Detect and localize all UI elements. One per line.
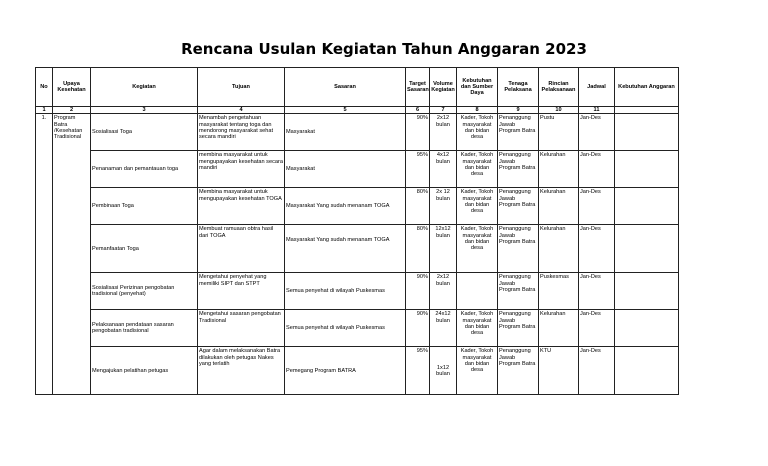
kebutuhan-cell: Kader, Tokoh masyarakat dan bidan desa bbox=[457, 347, 498, 395]
column-number: 8 bbox=[457, 107, 498, 114]
kebutuhan-cell: Kader, Tokoh masyarakat dan bidan desa bbox=[457, 114, 498, 151]
tujuan-cell: Menambah pengetahuan masyarakat tentang toga dan mendorong masyarakat sehat secara mandiri bbox=[198, 114, 285, 151]
kegiatan-cell: Pelaksanaan pendataan sasaran pengobatan tradisional bbox=[91, 310, 198, 347]
volume-cell: 4x12 bulan bbox=[430, 151, 457, 188]
header-volume: Volume Kegiatan bbox=[430, 68, 457, 107]
jadwal-cell: Jan-Des bbox=[579, 151, 615, 188]
tujuan-cell: Agar dalam melaksanakan Batra dilakukan oleh petugas Nakes yang terlatih bbox=[198, 347, 285, 395]
kebutuhan-cell: Kader, Tokoh masyarakat dan bidan desa bbox=[457, 310, 498, 347]
column-number: 5 bbox=[285, 107, 406, 114]
tenaga-cell: Penanggung Jawab Program Batra bbox=[498, 225, 539, 273]
jadwal-cell: Jan-Des bbox=[579, 347, 615, 395]
column-number: 7 bbox=[430, 107, 457, 114]
tenaga-cell: Penanggung Jawab Program Batra bbox=[498, 273, 539, 310]
volume-cell: 24x12 bulan bbox=[430, 310, 457, 347]
tenaga-cell: Penanggung Jawab Program Batra bbox=[498, 310, 539, 347]
target-cell: 90% bbox=[406, 273, 430, 310]
kegiatan-cell: Pemanfaatan Toga bbox=[91, 225, 198, 273]
tujuan-cell: membina masyarakat untuk mengupayakan kesehatan secara mandiri bbox=[198, 151, 285, 188]
jadwal-cell: Jan-Des bbox=[579, 310, 615, 347]
column-number: 10 bbox=[539, 107, 579, 114]
volume-cell: 2x12 bulan bbox=[430, 273, 457, 310]
document-title: Rencana Usulan Kegiatan Tahun Anggaran 2023 bbox=[181, 40, 587, 58]
table-row bbox=[36, 310, 679, 347]
target-cell: 95% bbox=[406, 347, 430, 395]
kegiatan-cell: Sosialisasi Perizinan pengobatan tradisional (penyehat) bbox=[91, 273, 198, 310]
tenaga-cell: Penanggung Jawab Program Batra bbox=[498, 347, 539, 395]
target-cell: 90% bbox=[406, 114, 430, 151]
column-number: 9 bbox=[498, 107, 539, 114]
upaya-kesehatan: Program Batra /Kesehatan Tradisional bbox=[53, 114, 91, 395]
kebutuhan-cell bbox=[457, 273, 498, 310]
rincian-cell: Kelurahan bbox=[539, 151, 579, 188]
column-number-empty bbox=[615, 107, 679, 114]
tujuan-cell: Mengetahui sasaran pengobatan Tradisional bbox=[198, 310, 285, 347]
kegiatan-cell: Pembinaan Toga bbox=[91, 188, 198, 225]
rincian-cell: Kelurahan bbox=[539, 188, 579, 225]
tenaga-cell: Penanggung Jawab Program Batra bbox=[498, 188, 539, 225]
target-cell: 80% bbox=[406, 225, 430, 273]
row-number: 1. bbox=[36, 114, 53, 395]
table-row bbox=[36, 347, 679, 395]
kebutuhan-cell: Kader, Tokoh masyarakat dan bidan desa bbox=[457, 225, 498, 273]
column-number: 1 bbox=[36, 107, 53, 114]
rincian-cell: Puskesmas bbox=[539, 273, 579, 310]
table-row bbox=[36, 273, 679, 310]
anggaran-cell bbox=[615, 225, 679, 273]
anggaran-cell bbox=[615, 347, 679, 395]
anggaran-cell bbox=[615, 310, 679, 347]
rincian-cell: KTU bbox=[539, 347, 579, 395]
volume-cell: 12x12 bulan bbox=[430, 225, 457, 273]
anggaran-cell bbox=[615, 114, 679, 151]
anggaran-cell bbox=[615, 188, 679, 225]
column-number: 3 bbox=[91, 107, 198, 114]
anggaran-cell bbox=[615, 273, 679, 310]
header-no: No bbox=[36, 68, 53, 107]
header-tujuan: Tujuan bbox=[198, 68, 285, 107]
rincian-cell: Kelurahan bbox=[539, 225, 579, 273]
tenaga-cell: Penanggung Jawab Program Batra bbox=[498, 114, 539, 151]
activity-plan-table bbox=[35, 67, 679, 395]
sasaran-cell: Masyarakat bbox=[285, 114, 406, 151]
table-row bbox=[36, 114, 679, 151]
column-number: 4 bbox=[198, 107, 285, 114]
volume-cell: 2x 12 bulan bbox=[430, 188, 457, 225]
header-row bbox=[36, 68, 679, 107]
kebutuhan-cell: Kader, Tokoh masyarakat dan bidan desa bbox=[457, 188, 498, 225]
header-jadwal: Jadwal bbox=[579, 68, 615, 107]
header-upaya: Upaya Kesehatan bbox=[53, 68, 91, 107]
kegiatan-cell: Sosialisasi Toga bbox=[91, 114, 198, 151]
column-number: 11 bbox=[579, 107, 615, 114]
sasaran-cell: Masyarakat Yang sudah menanam TOGA bbox=[285, 188, 406, 225]
rincian-cell: Kelurahan bbox=[539, 310, 579, 347]
sasaran-cell: Pemegang Program BATRA bbox=[285, 347, 406, 395]
target-cell: 90% bbox=[406, 310, 430, 347]
jadwal-cell: Jan-Des bbox=[579, 114, 615, 151]
rincian-cell: Pustu bbox=[539, 114, 579, 151]
target-cell: 95% bbox=[406, 151, 430, 188]
column-number: 2 bbox=[53, 107, 91, 114]
volume-cell: 1x12 bulan bbox=[430, 347, 457, 395]
tenaga-cell: Penanggung Jawab Program Batra bbox=[498, 151, 539, 188]
sasaran-cell: Masyarakat Yang sudah menanam TOGA bbox=[285, 225, 406, 273]
column-number-row bbox=[36, 107, 679, 114]
sasaran-cell: Semua penyehat di wilayah Puskesmas bbox=[285, 273, 406, 310]
table-row bbox=[36, 225, 679, 273]
header-tenaga: Tenaga Pelaksana bbox=[498, 68, 539, 107]
table-row bbox=[36, 188, 679, 225]
kebutuhan-cell: Kader, Tokoh masyarakat dan bidan desa bbox=[457, 151, 498, 188]
anggaran-cell bbox=[615, 151, 679, 188]
sasaran-cell: Masyarakat bbox=[285, 151, 406, 188]
header-target: Target Sasaran bbox=[406, 68, 430, 107]
header-sasaran: Sasaran bbox=[285, 68, 406, 107]
volume-cell: 2x12 bulan bbox=[430, 114, 457, 151]
table-row bbox=[36, 151, 679, 188]
kegiatan-cell: Penanaman dan pemantauan toga bbox=[91, 151, 198, 188]
target-cell: 80% bbox=[406, 188, 430, 225]
header-kegiatan: Kegiatan bbox=[91, 68, 198, 107]
header-rincian: Rincian Pelaksanaan bbox=[539, 68, 579, 107]
jadwal-cell: Jan-Des bbox=[579, 188, 615, 225]
kegiatan-cell: Mengajukan pelatihan petugas bbox=[91, 347, 198, 395]
jadwal-cell: Jan-Des bbox=[579, 225, 615, 273]
tujuan-cell: Membina masyarakat untuk mengupayakan kesehatan TOGA bbox=[198, 188, 285, 225]
column-number: 6 bbox=[406, 107, 430, 114]
sasaran-cell: Semua penyehat di wilayah Puskesmas bbox=[285, 310, 406, 347]
tujuan-cell: Membuat ramuaan obtra hasil dari TOGA bbox=[198, 225, 285, 273]
tujuan-cell: Mengetahui penyehat yang memiliki SIPT dan STPT bbox=[198, 273, 285, 310]
header-kebutuhan-sd: Kebutuhan dan Sumber Daya bbox=[457, 68, 498, 107]
jadwal-cell: Jan-Des bbox=[579, 273, 615, 310]
header-anggaran: Kebutuhan Anggaran bbox=[615, 68, 679, 107]
